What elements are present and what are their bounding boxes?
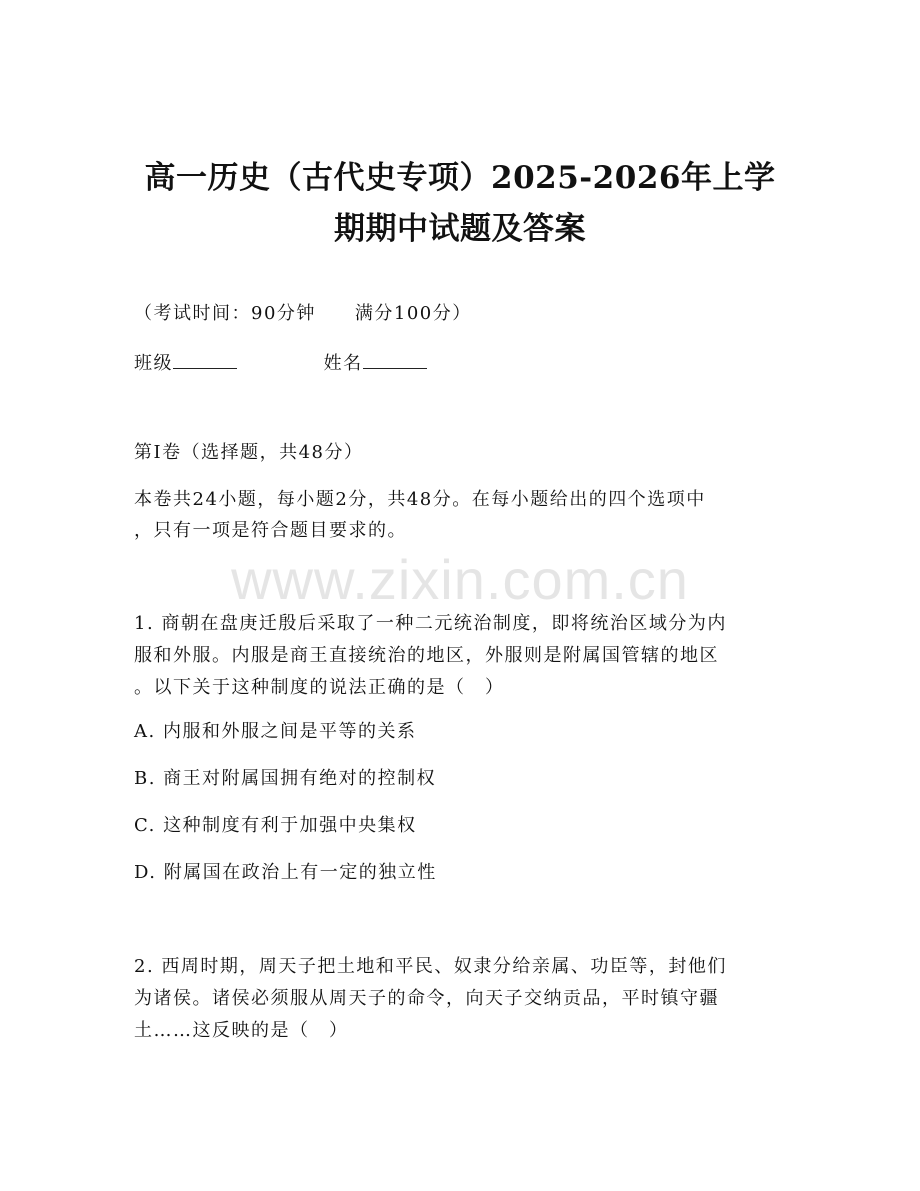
question-2-line-2: 为诸侯。诸侯必须服从周天子的命令，向天子交纳贡品，平时镇守疆 [134, 988, 719, 1009]
page-title-line-2: 期期中试题及答案 [334, 211, 586, 247]
section-description-line-2: ，只有一项是符合题目要求的。 [134, 520, 407, 541]
question-1-option-b: B. 商王对附属国拥有绝对的控制权 [134, 768, 437, 789]
exam-info: （考试时间：90分钟 满分100分） [134, 303, 472, 324]
question-1-option-a: A. 内服和外服之间是平等的关系 [134, 721, 417, 742]
name-blank [363, 350, 427, 369]
question-2-line-1: 2. 西周时期，周天子把土地和平民、奴隶分给亲属、功臣等，封他们 [134, 956, 727, 977]
name-label: 姓名 [323, 353, 363, 374]
class-blank [173, 350, 237, 369]
watermark: www.zixin.com.cn [231, 548, 689, 611]
question-1-option-d: D. 附属国在政治上有一定的独立性 [134, 862, 437, 883]
question-1-option-c: C. 这种制度有利于加强中央集权 [134, 815, 417, 836]
question-1-line-3: 。以下关于这种制度的说法正确的是（ ） [134, 677, 505, 698]
section-title: 第Ⅰ卷（选择题，共48分） [134, 442, 364, 463]
question-1-line-2: 服和外服。内服是商王直接统治的地区，外服则是附属国管辖的地区 [134, 645, 719, 666]
question-1-line-1: 1. 商朝在盘庚迁殷后采取了一种二元统治制度，即将统治区域分为内 [134, 613, 727, 634]
section-description-line-1: 本卷共24小题，每小题2分，共48分。在每小题给出的四个选项中 [134, 489, 706, 510]
student-info-row [134, 350, 427, 376]
class-label: 班级 [134, 353, 173, 374]
page-title-line-1: 高一历史（古代史专项）2025-2026年上学 [144, 160, 776, 196]
question-2-line-3: 土……这反映的是（ ） [134, 1020, 349, 1041]
